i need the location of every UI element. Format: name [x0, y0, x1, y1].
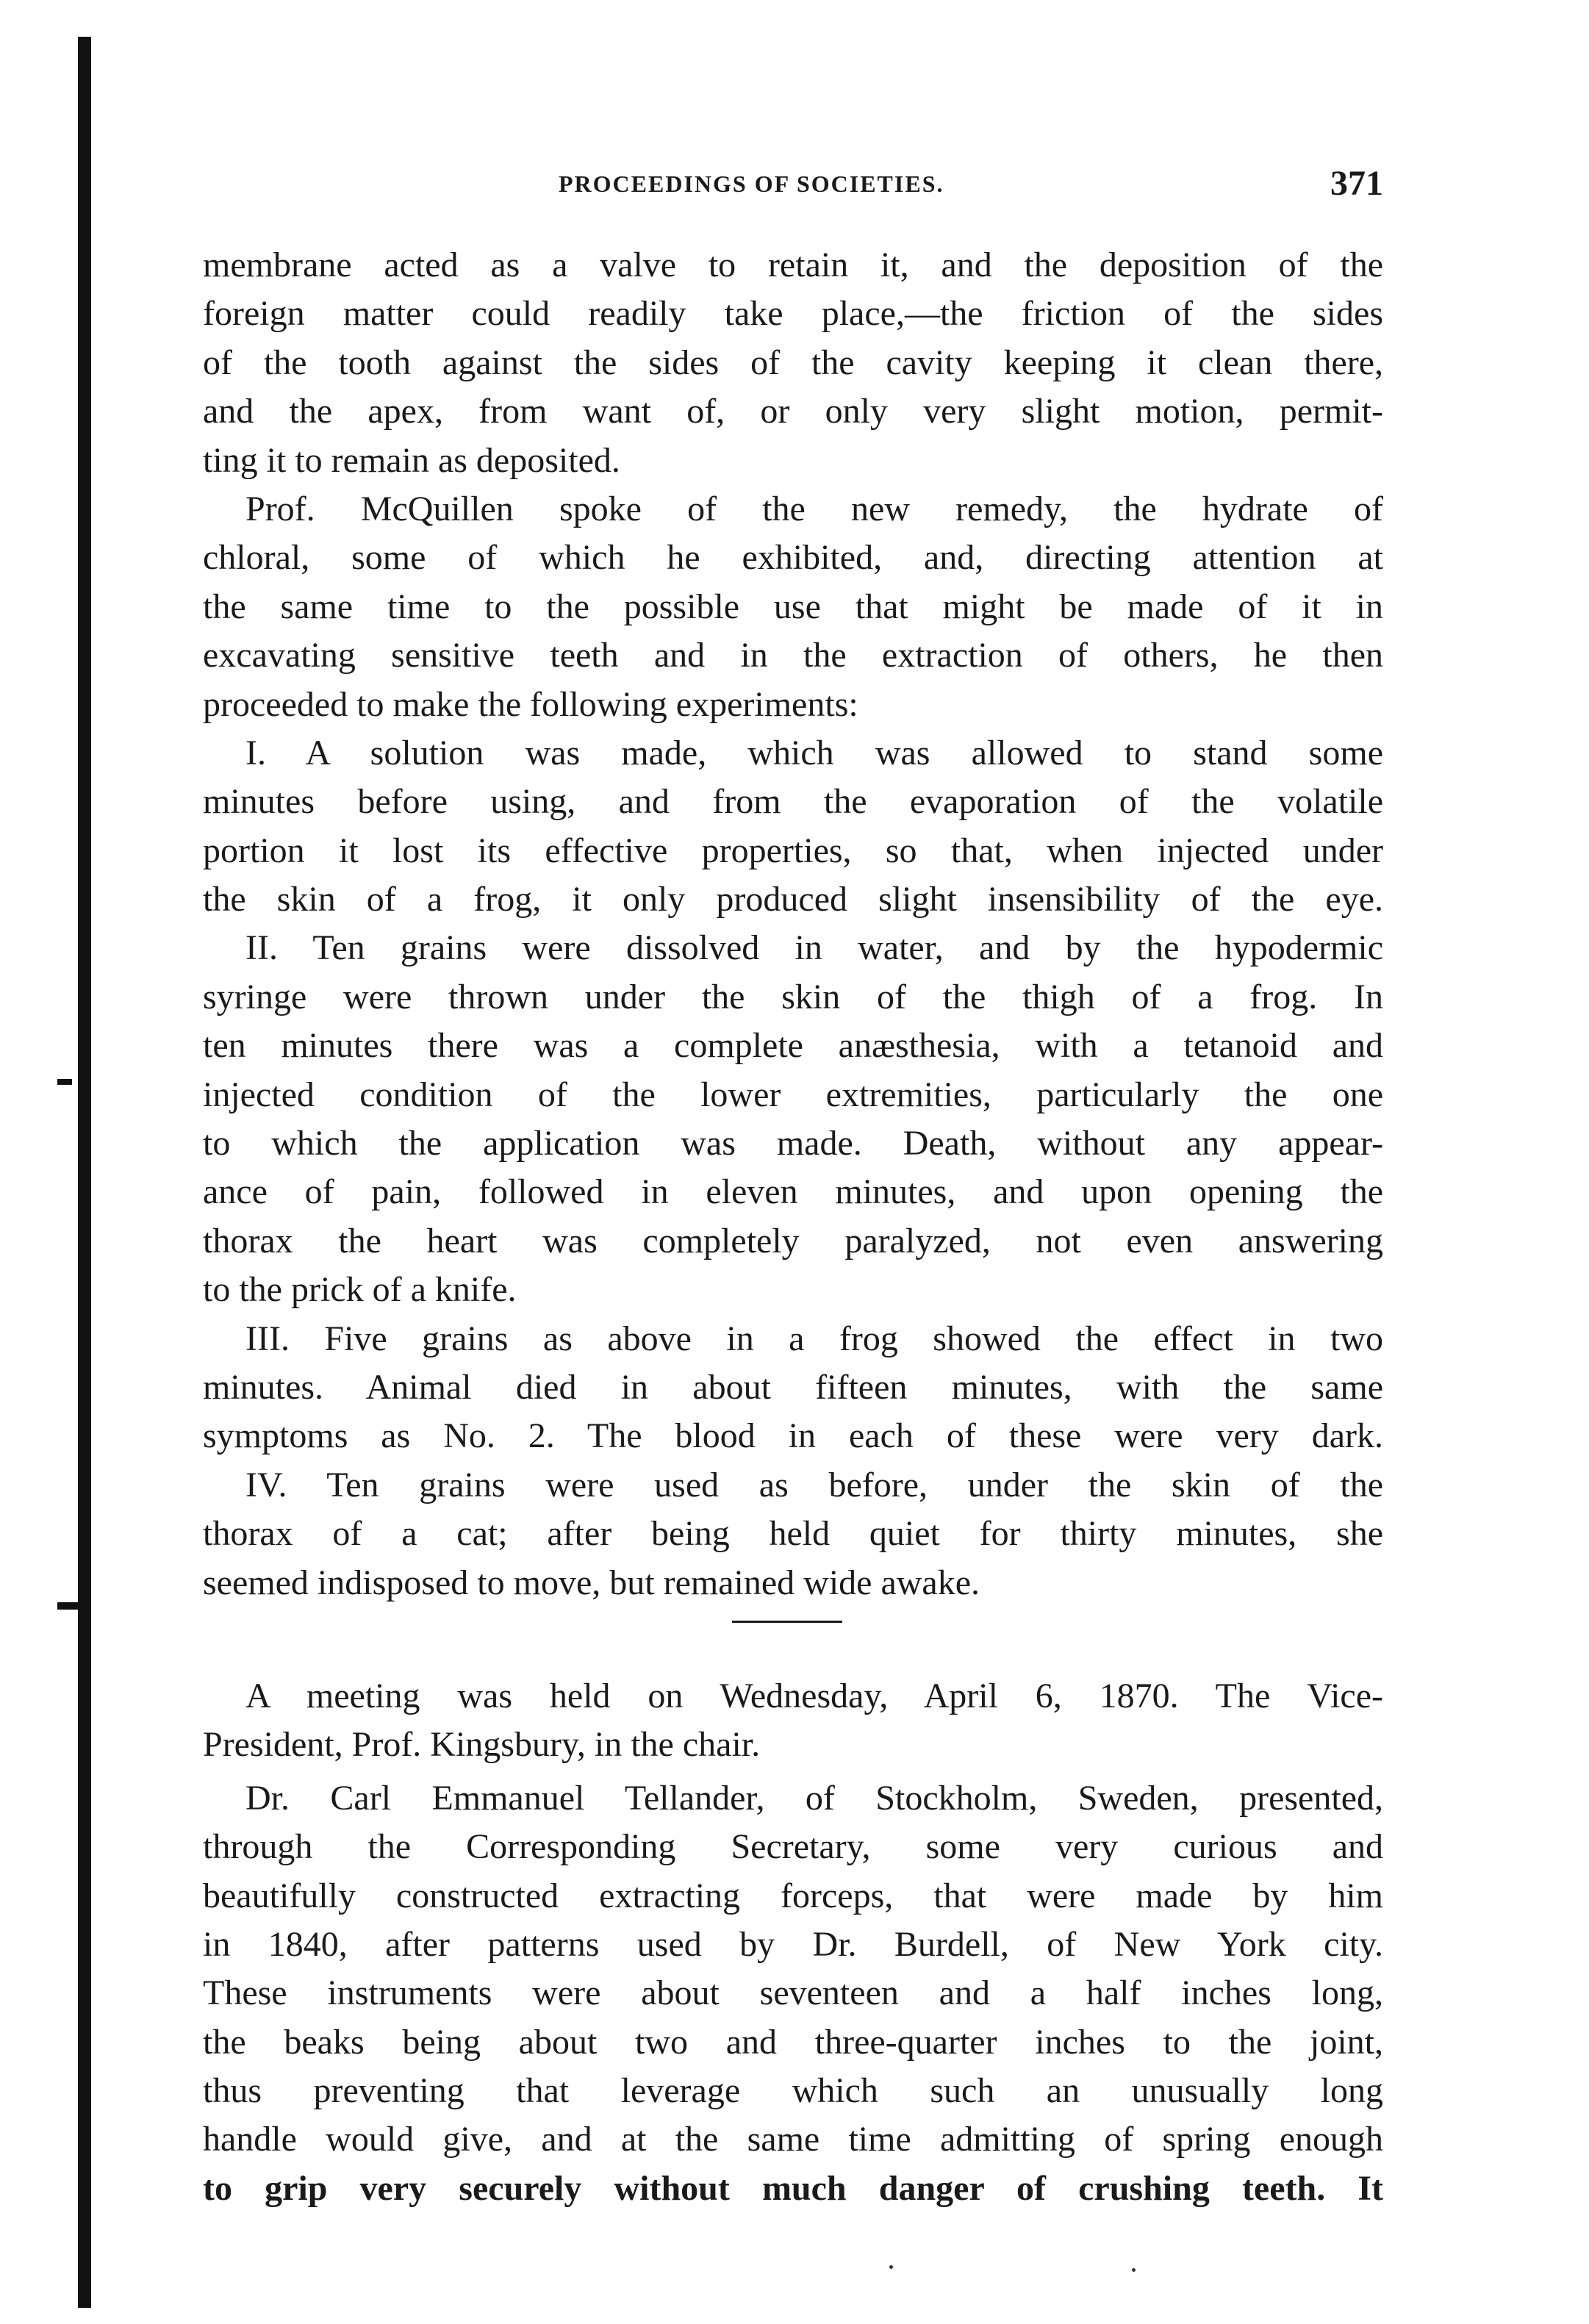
text-line: II. Ten grains were dissolved in water, and by the hypodermic [245, 928, 1383, 968]
text-line: ting it to remain as deposited. [203, 440, 620, 480]
text-line: the same time to the possible use that might be made of it in [203, 587, 1383, 626]
text-line: thorax of a cat; after being held quiet for thirty minutes, she [203, 1514, 1383, 1554]
scan-edge-mark [57, 1079, 72, 1085]
paragraph [203, 1315, 1383, 1461]
text-line: foreign matter could readily take place,—the friction of the sides [203, 294, 1383, 334]
text-line: seemed indisposed to move, but remained wide awake. [203, 1563, 980, 1602]
paragraph [203, 241, 1383, 485]
text-line: beautifully constructed extracting forceps, that were made by him [203, 1876, 1383, 1915]
scan-edge-mark [57, 1602, 82, 1610]
text-line: and the apex, from want of, or only very slight motion, permit- [203, 392, 1383, 431]
text-line: ance of pain, followed in eleven minutes, and upon opening the [203, 1172, 1383, 1212]
text-line: proceeded to make the following experiments: [203, 684, 858, 724]
paragraph [203, 1774, 1383, 2214]
paragraph [203, 729, 1383, 925]
text-line: portion it lost its effective properties, so that, when injected under [203, 831, 1383, 870]
section-separator [203, 1607, 1383, 1640]
text-line: chloral, some of which he exhibited, and, directing attention at [203, 538, 1383, 578]
text-line: III. Five grains as above in a frog showed the effect in two [245, 1319, 1383, 1358]
text-line: thus preventing that leverage which such an unusually long [203, 2071, 1383, 2111]
text-line: minutes. Animal died in about fifteen minutes, with the same [203, 1367, 1383, 1407]
text-line: President, Prof. Kingsbury, in the chair. [203, 1725, 761, 1765]
text-line: Dr. Carl Emmanuel Tellander, of Stockholm, Sweden, presented, [245, 1778, 1383, 1818]
text-line: of the tooth against the sides of the cavity keeping it clean there, [203, 342, 1383, 382]
body-text [203, 241, 1383, 2213]
text-line: injected condition of the lower extremities, particularly the one [203, 1075, 1383, 1114]
text-line: I. A solution was made, which was allowed to stand some [245, 733, 1383, 772]
scan-speck [1132, 2268, 1136, 2272]
text-line: handle would give, and at the same time admitting of spring enough [203, 2120, 1383, 2159]
text-line: A meeting was held on Wednesday, April 6, 1870. The Vice- [245, 1676, 1383, 1715]
scan-speck [889, 2265, 893, 2269]
text-line: the beaks being about two and three-quarter inches to the joint, [203, 2022, 1383, 2062]
text-line: to which the application was made. Death, without any appear- [203, 1124, 1383, 1163]
text-line: the skin of a frog, it only produced slight insensibility of the eye. [203, 880, 1383, 919]
text-line: These instruments were about seventeen and a half inches long, [203, 1973, 1383, 2013]
text-line: to grip very securely without much danger of crushing teeth. It [203, 2168, 1383, 2208]
paragraph [203, 485, 1383, 729]
text-line: excavating sensitive teeth and in the extraction of others, he then [203, 636, 1383, 675]
text-line: symptoms as No. 2. The blood in each of these were very dark. [203, 1416, 1383, 1456]
text-line: ten minutes there was a complete anæsthesia, with a tetanoid and [203, 1026, 1383, 1066]
scan-binding-edge [78, 37, 91, 2308]
text-line: to the prick of a knife. [203, 1270, 517, 1310]
running-header [203, 163, 1383, 207]
paragraph [203, 1461, 1383, 1607]
text-line: Prof. McQuillen spoke of the new remedy, the hydrate of [245, 489, 1383, 528]
text-line: IV. Ten grains were used as before, under the skin of the [245, 1465, 1383, 1504]
section-rule [732, 1621, 842, 1623]
paragraph [203, 1672, 1383, 1770]
paragraph [203, 924, 1383, 1314]
page-number: 371 [1330, 164, 1383, 203]
text-line: minutes before using, and from the evaporation of the volatile [203, 782, 1383, 822]
text-line: through the Corresponding Secretary, some very curious and [203, 1827, 1383, 1867]
text-line: in 1840, after patterns used by Dr. Burdell, of New York city. [203, 1924, 1383, 1964]
text-line: thorax the heart was completely paralyzed, not even answering [203, 1221, 1383, 1260]
running-title: PROCEEDINGS OF SOCIETIES. [559, 171, 944, 197]
text-line: syringe were thrown under the skin of the thigh of a frog. In [203, 977, 1383, 1016]
text-line: membrane acted as a valve to retain it, and the deposition of the [203, 245, 1383, 284]
